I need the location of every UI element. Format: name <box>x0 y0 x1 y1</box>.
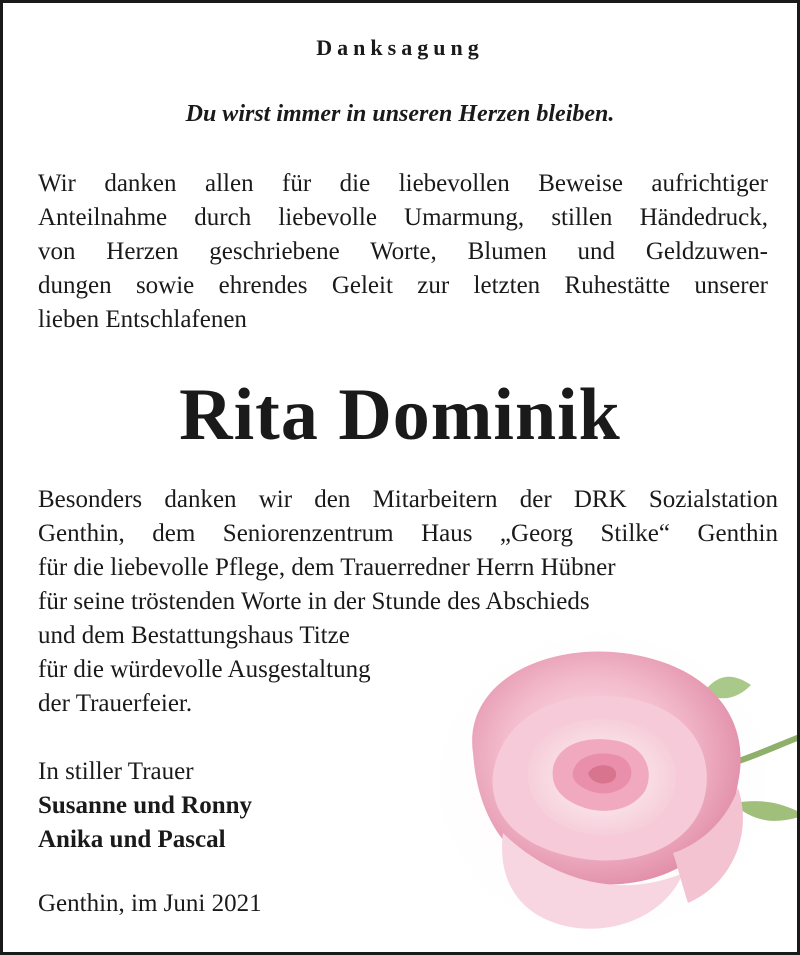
motto: Du wirst immer in unseren Herzen bleiben. <box>185 101 615 127</box>
deceased-name: Rita Dominik <box>179 374 621 456</box>
place-date: Genthin, im Juni 2021 <box>38 890 262 917</box>
intro-line: Anteilnahme durch liebevolle Umarmung, stillen Händedruck, <box>38 204 768 231</box>
intro-line: Wir danken allen für die liebevollen Beweise aufrichtiger <box>38 170 768 197</box>
intro-line: von Herzen geschriebene Worte, Blumen und Geldzuwen- <box>38 238 768 265</box>
thanks-paragraph <box>38 483 778 721</box>
heading: Danksagung <box>316 35 484 60</box>
thanks-line: Besonders danken wir den Mitarbeitern der DRK Sozialstation <box>38 486 778 513</box>
thanks-line: Genthin, dem Seniorenzentrum Haus „Georg Stilke“ Genthin <box>38 520 778 547</box>
thanks-line: und dem Bestattungshaus Titze <box>38 622 350 649</box>
intro-paragraph <box>38 167 768 337</box>
intro-line: dungen sowie ehrendes Geleit zur letzten Ruhestätte unserer <box>38 272 768 299</box>
mourner-name: Anika und Pascal <box>38 826 226 853</box>
thanks-line: der Trauerfeier. <box>38 690 193 717</box>
thanks-line: für seine tröstenden Worte in der Stunde des Abschieds <box>38 588 590 615</box>
signature <box>38 755 252 857</box>
mourner-name: Susanne und Ronny <box>38 792 253 819</box>
signature-intro: In stiller Trauer <box>38 758 194 785</box>
intro-line: lieben Entschlafenen <box>38 306 247 333</box>
thanks-line: für die würdevolle Ausgestaltung <box>38 656 371 683</box>
thanks-line: für die liebevolle Pflege, dem Trauerredner Herrn Hübner <box>38 554 616 581</box>
content <box>3 3 797 952</box>
